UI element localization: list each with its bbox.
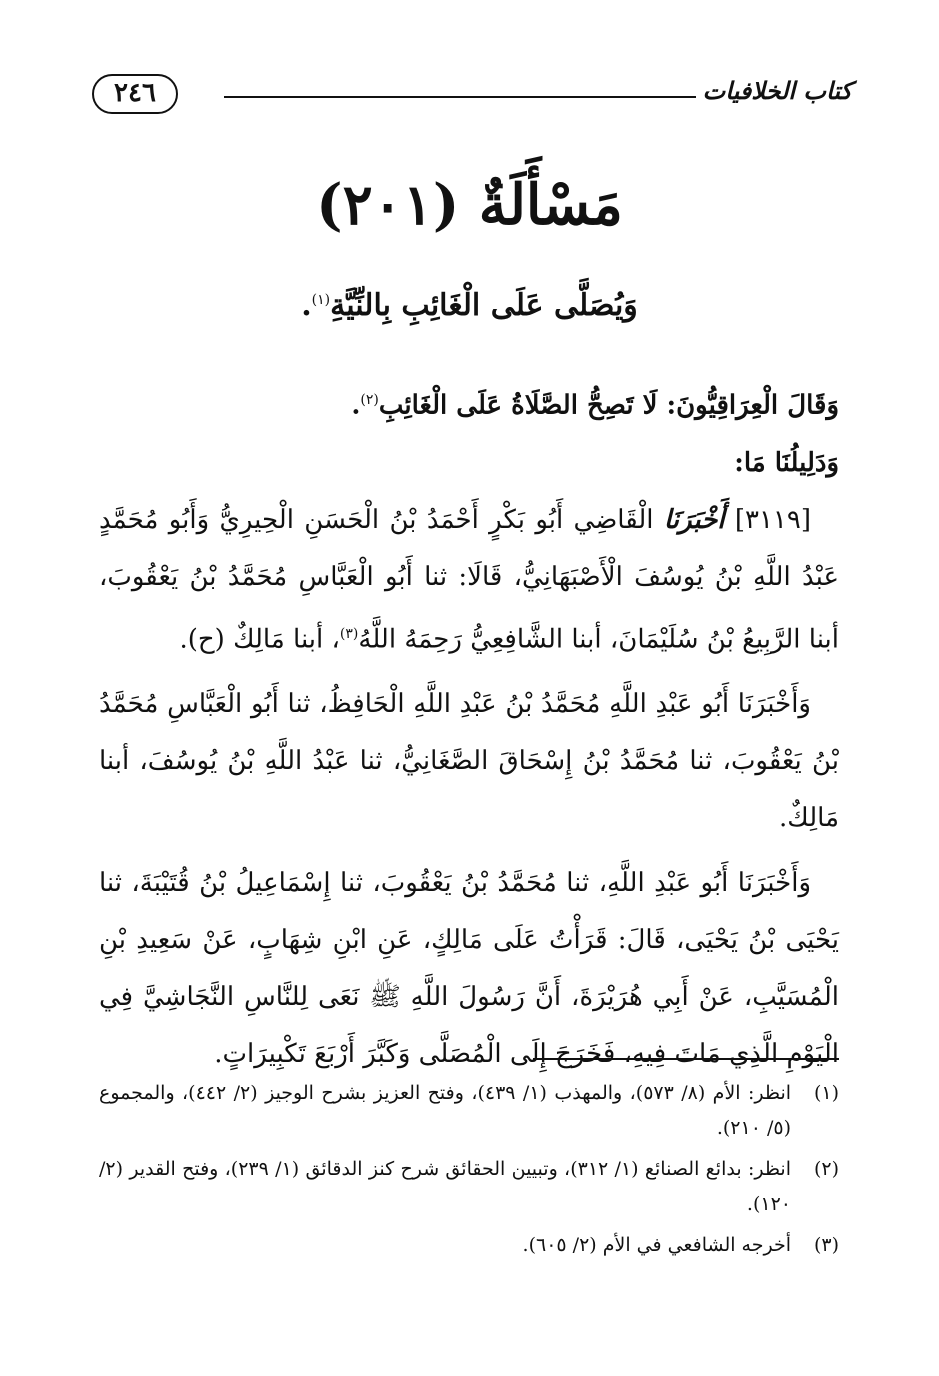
iraqis-opinion bbox=[99, 372, 839, 435]
footnote-ref-2: (٢) bbox=[360, 392, 379, 408]
footnote-3 bbox=[99, 1228, 839, 1263]
hadith-paragraph-1 bbox=[99, 492, 839, 669]
iraqis-end: . bbox=[351, 390, 361, 421]
hadith-number: [٣١١٩] bbox=[734, 504, 812, 535]
iraqis-text: وَقَالَ الْعِرَاقِيُّونَ: لَا تَصِحُّ الصَّلَاةُ عَلَى الْغَائِبِ bbox=[378, 390, 839, 421]
issue-statement bbox=[0, 275, 939, 331]
footnote-number: (٣) bbox=[813, 1234, 839, 1256]
main-text bbox=[99, 372, 839, 1083]
footnote-number: (٢) bbox=[813, 1158, 839, 1180]
footnotes bbox=[99, 1076, 839, 1269]
footnote-text: أخرجه الشافعي في الأم (٢/ ٦٠٥). bbox=[522, 1234, 791, 1256]
footnote-text: انظر: الأم (٨/ ٥٧٣)، والمهذب (١/ ٤٣٩)، وفتح العزيز بشرح الوجيز (٢/ ٤٤٢)، والمجموع (٥/ ٢١٠). bbox=[99, 1082, 792, 1139]
page-number-badge: ٢٤٦ bbox=[92, 74, 178, 114]
footnote-separator bbox=[533, 1058, 839, 1060]
hadith-chain-1: الْقَاضِي أَبُو بَكْرٍ أَحْمَدُ بْنُ الْحَسَنِ الْحِيرِيُّ وَأَبُو مُحَمَّدٍ عَبْدُ اللَّهِ بْنُ يُوسُفَ الْأَصْبَهَانِيُّ، قَالَا: ثنا أَبُو الْعَبَّاسِ مُحَمَّدُ بْنُ يَعْقُوبَ، أبنا الرَّبِيعُ بْنُ سُلَيْمَانَ، أبنا الشَّافِعِيُّ رَحِمَهُ اللَّهُ bbox=[99, 504, 839, 655]
hadith-paragraph-2: وَأَخْبَرَنَا أَبُو عَبْدِ اللَّهِ مُحَمَّدُ بْنُ عَبْدِ اللَّهِ الْحَافِظُ، ثنا أَبُو الْعَبَّاسِ مُحَمَّدُ بْنُ يَعْقُوبَ، ثنا مُحَمَّدُ بْنُ إِسْحَاقَ الصَّغَانِيُّ، ثنا عَبْدُ اللَّهِ بْنُ يُوسُفَ، أبنا مَالِكٌ. bbox=[99, 689, 839, 834]
evidence-intro: وَدَلِيلُنَا مَا: bbox=[734, 447, 839, 478]
akhbarana-word: أَخْبَرَنَا bbox=[663, 504, 725, 535]
footnote-text: انظر: بدائع الصنائع (١/ ٣١٢)، وتبيين الحقائق شرح كنز الدقائق (١/ ٢٣٩)، وفتح القدير (٢/ ١٢٠). bbox=[99, 1158, 791, 1215]
footnote-2 bbox=[99, 1152, 839, 1222]
footnote-number: (١) bbox=[813, 1082, 839, 1104]
issue-title: مَسْأَلَةٌ (٢٠١) bbox=[316, 172, 623, 238]
book-title: كتاب الخلافيات bbox=[702, 76, 852, 105]
page-header bbox=[92, 66, 852, 126]
statement-text: وَيُصَلَّى عَلَى الْغَائِبِ بِالنِّيَّةِ bbox=[330, 288, 638, 323]
footnote-1 bbox=[99, 1076, 839, 1146]
hadith-paragraph-3: وَأَخْبَرَنَا أَبُو عَبْدِ اللَّهِ، ثنا مُحَمَّدُ بْنُ يَعْقُوبَ، ثنا إِسْمَاعِيلُ بْنُ قُتَيْبَةَ، ثنا يَحْيَى بْنُ يَحْيَى، قَالَ: قَرَأْتُ عَلَى مَالِكٍ، عَنِ ابْنِ شِهَابٍ، عَنْ سَعِيدِ بْنِ الْمُسَيَّبِ، عَنْ أَبِي هُرَيْرَةَ، أَنَّ رَسُولَ اللَّهِ ﷺ نَعَى لِلنَّاسِ النَّجَاشِيَّ فِي الْيَوْمِ الَّذِي مَاتَ فِيهِ، فَخَرَجَ إِلَى الْمُصَلَّى وَكَبَّرَ أَرْبَعَ تَكْبِيرَاتٍ. bbox=[99, 868, 839, 1070]
footnote-ref-1: (١) bbox=[311, 292, 331, 308]
statement-end: . bbox=[301, 288, 312, 323]
header-rule bbox=[224, 96, 696, 98]
hadith-chain-1-end: ، أبنا مَالِكٌ (ح). bbox=[179, 624, 340, 655]
footnote-ref-3: (٣) bbox=[339, 625, 359, 642]
